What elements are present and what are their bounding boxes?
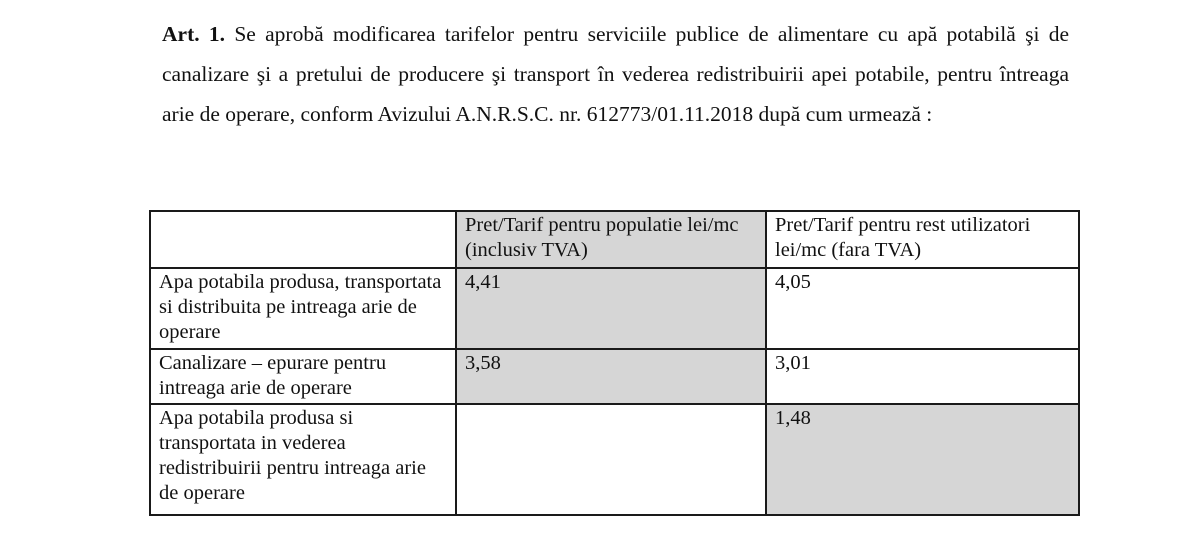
row-label-cell: Canalizare – epurare pentru intreaga arie de operare	[150, 349, 456, 404]
population-price-cell: 4,41	[456, 268, 766, 349]
header-cell-population: Pret/Tarif pentru populatie lei/mc (inclusiv TVA)	[456, 211, 766, 268]
other-users-price-cell: 3,01	[766, 349, 1079, 404]
population-price-cell	[456, 404, 766, 515]
other-users-price-cell: 4,05	[766, 268, 1079, 349]
row-label-cell: Apa potabila produsa, transportata si distribuita pe intreaga arie de operare	[150, 268, 456, 349]
table-header-row	[150, 211, 1079, 268]
table-row	[150, 268, 1079, 349]
article-label: Art. 1.	[162, 22, 226, 46]
header-cell-label	[150, 211, 456, 268]
table-row	[150, 404, 1079, 515]
other-users-price-cell: 1,48	[766, 404, 1079, 515]
header-cell-other-users: Pret/Tarif pentru rest utilizatori lei/mc (fara TVA)	[766, 211, 1079, 268]
table-row	[150, 349, 1079, 404]
article-paragraph	[162, 14, 1069, 134]
article-text: Se aprobă modificarea tarifelor pentru serviciile publice de alimentare cu apă potabilă şi de canalizare şi a pretului de producere şi transport în vederea redistribuirii apei potabile, pentru întreaga arie de operare, conform Avizului A.N.R.S.C. nr. 612773/01.11.2018 după cum urmează :	[162, 22, 1070, 126]
population-price-cell: 3,58	[456, 349, 766, 404]
tariff-table	[149, 210, 1080, 516]
row-label-cell: Apa potabila produsa si transportata in vederea redistribuirii pentru intreaga arie de operare	[150, 404, 456, 515]
